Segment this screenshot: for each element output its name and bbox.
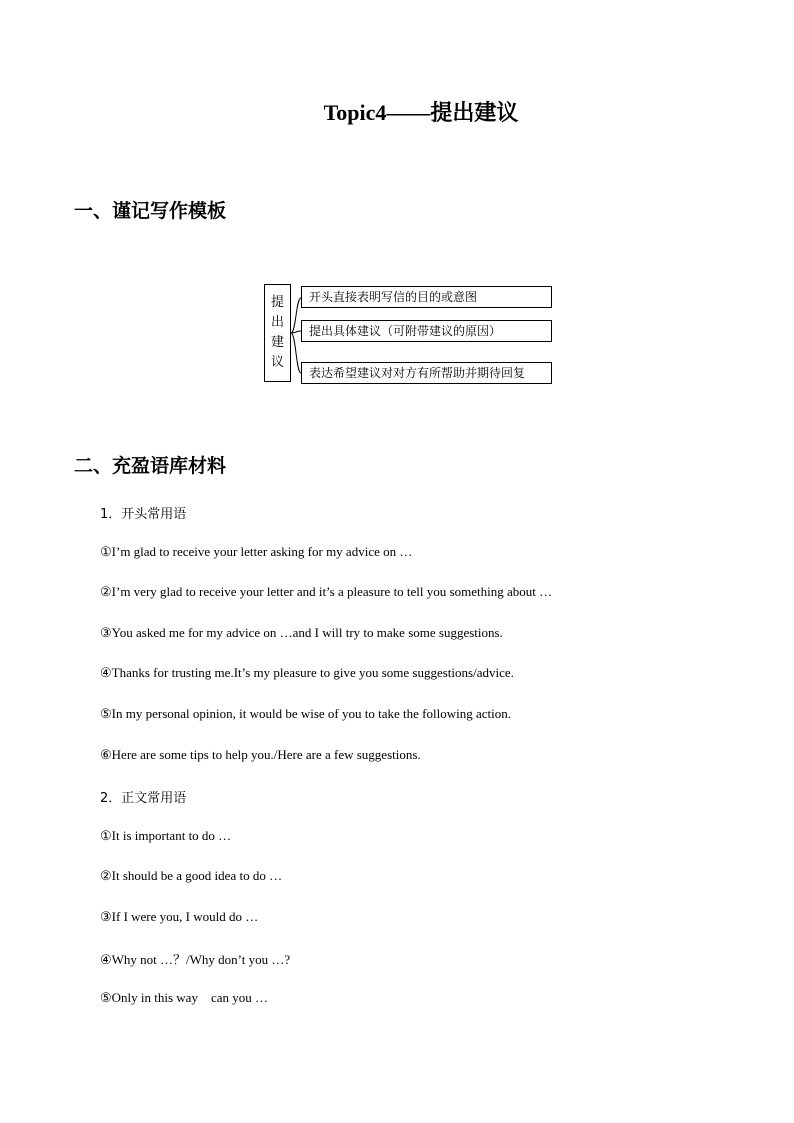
diagram-label-char: 提 [270,295,284,310]
body-phrase: ⑤Only in this way can you … [100,990,268,1005]
body-phrase: ①It is important to do … [100,828,232,843]
page-title: Topic4——提出建议 [323,100,519,125]
section-heading-materials: 二、充盈语库材料 [74,455,227,477]
sub-heading-opening: 1．开头常用语 [100,507,187,522]
diagram-box-closing: 表达希望建议对对方有所帮助并期待回复 [301,362,552,384]
opening-phrase: ①I’m glad to receive your letter asking for my advice on … [100,544,413,559]
body-phrase: ④Why not …？/Why don’t you …? [100,952,291,967]
opening-phrase: ③You asked me for my advice on …and I will try to make some suggestions. [100,625,503,640]
opening-phrase: ⑤In my personal opinion, it would be wise of you to take the following action. [100,706,511,721]
diagram-label-char: 出 [270,315,284,330]
opening-phrase: ④Thanks for trusting me.It’s my pleasure to give you some suggestions/advice. [100,665,514,680]
diagram-label [264,284,291,382]
diagram-box-suggestion: 提出具体建议（可附带建议的原因） [301,320,552,342]
template-diagram [264,284,556,388]
opening-phrase: ⑥Here are some tips to help you./Here are a few suggestions. [100,747,421,762]
diagram-label-char: 建 [270,335,284,350]
diagram-box-opening: 开头直接表明写信的目的或意图 [301,286,552,308]
opening-phrase: ②I’m very glad to receive your letter and it’s a pleasure to tell you something about … [100,584,553,599]
sub-heading-body: 2．正文常用语 [100,791,187,806]
diagram-label-char: 议 [270,355,284,370]
body-phrase: ③If I were you, I would do … [100,909,259,924]
section-heading-template: 一、谨记写作模板 [74,200,227,222]
body-phrase: ②It should be a good idea to do … [100,868,283,883]
